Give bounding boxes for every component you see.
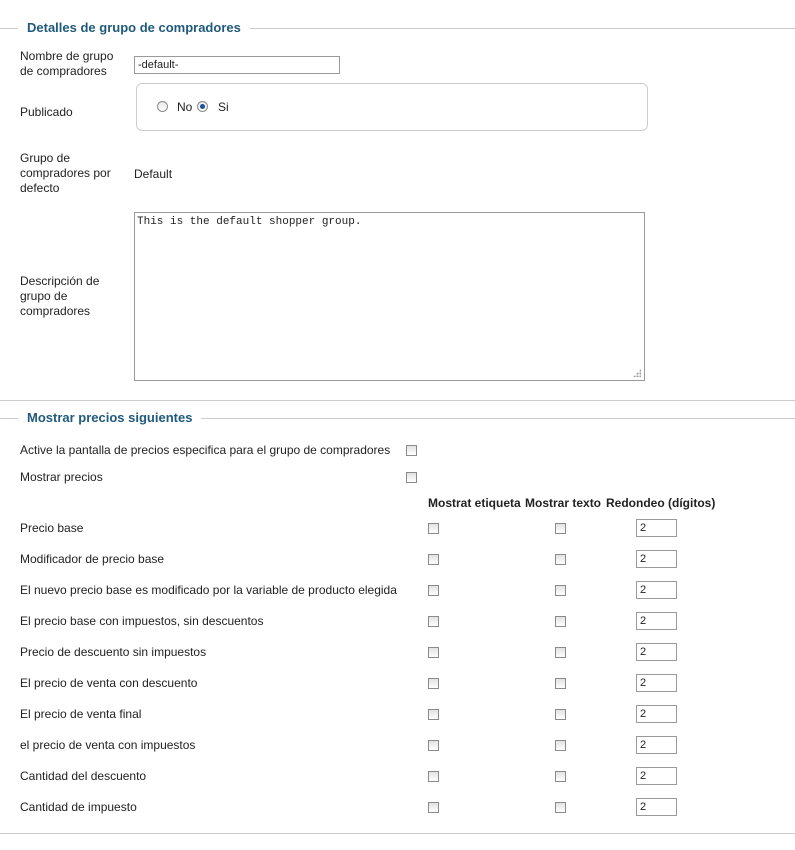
price-row-show-label-checkbox[interactable] <box>428 523 439 534</box>
column-header-label: Mostrat etiqueta <box>428 496 521 510</box>
price-row-show-text-checkbox[interactable] <box>555 740 566 751</box>
price-row-label: El precio de venta final <box>20 707 142 721</box>
price-row-show-text-checkbox[interactable] <box>555 616 566 627</box>
prices-fieldset-top <box>0 400 795 401</box>
activate-label: Active la pantalla de precios especifica para el grupo de compradores <box>20 443 391 457</box>
description-textarea[interactable] <box>134 212 645 381</box>
show-prices-label: Mostrar precios <box>20 470 103 484</box>
price-row-show-label-checkbox[interactable] <box>428 616 439 627</box>
price-row-show-label-checkbox[interactable] <box>428 678 439 689</box>
price-row-show-text-checkbox[interactable] <box>555 802 566 813</box>
published-yes-label[interactable]: Si <box>218 100 229 114</box>
price-row-label: Cantidad de impuesto <box>20 800 137 814</box>
price-row-rounding-input[interactable] <box>636 798 677 816</box>
price-row-show-text-checkbox[interactable] <box>555 523 566 534</box>
price-row-show-text-checkbox[interactable] <box>555 554 566 565</box>
price-row-rounding-input[interactable] <box>636 767 677 785</box>
price-row-label: Modificador de precio base <box>20 552 165 566</box>
price-row-rounding-input[interactable] <box>636 643 677 661</box>
name-label: Nombre de grupo de compradores <box>20 49 114 78</box>
price-row-rounding-input[interactable] <box>636 674 677 692</box>
published-radio-group <box>136 83 648 131</box>
column-header-rounding: Redondeo (dígitos) <box>606 496 716 510</box>
price-row-label: Cantidad del descuento <box>20 769 147 783</box>
prices-legend: Mostrar precios siguientes <box>18 410 201 426</box>
details-legend: Detalles de grupo de compradores <box>18 20 250 36</box>
price-row-rounding-input[interactable] <box>636 519 677 537</box>
price-row-rounding-input[interactable] <box>636 705 677 723</box>
price-row-show-text-checkbox[interactable] <box>555 678 566 689</box>
default-label: Grupo de compradores por defecto <box>20 151 111 195</box>
price-row-label: El precio base con impuestos, sin descuentos <box>20 614 264 628</box>
activate-checkbox[interactable] <box>406 445 417 456</box>
column-header-text: Mostrar texto <box>525 496 602 510</box>
description-label: Descripción de grupo de compradores <box>20 274 100 318</box>
price-row-show-text-checkbox[interactable] <box>555 709 566 720</box>
name-input[interactable] <box>134 56 340 74</box>
price-row-show-label-checkbox[interactable] <box>428 647 439 658</box>
published-no-radio[interactable] <box>157 101 168 112</box>
published-yes-radio[interactable] <box>197 101 208 112</box>
price-row-show-text-checkbox[interactable] <box>555 585 566 596</box>
price-row-show-label-checkbox[interactable] <box>428 585 439 596</box>
price-row-show-label-checkbox[interactable] <box>428 709 439 720</box>
default-value: Default <box>134 167 173 181</box>
show-prices-checkbox[interactable] <box>406 472 417 483</box>
published-no-label[interactable]: No <box>177 100 193 114</box>
published-label: Publicado <box>20 105 73 119</box>
price-row-show-label-checkbox[interactable] <box>428 554 439 565</box>
price-row-rounding-input[interactable] <box>636 581 677 599</box>
price-row-show-label-checkbox[interactable] <box>428 771 439 782</box>
price-row-label: el precio de venta con impuestos <box>20 738 196 752</box>
price-row-label: El precio de venta con descuento <box>20 676 198 690</box>
price-row-label: Precio de descuento sin impuestos <box>20 645 207 659</box>
price-row-label: Precio base <box>20 521 84 535</box>
prices-fieldset-bottom <box>0 833 795 834</box>
price-row-show-text-checkbox[interactable] <box>555 771 566 782</box>
price-row-show-label-checkbox[interactable] <box>428 802 439 813</box>
price-row-rounding-input[interactable] <box>636 612 677 630</box>
price-row-show-label-checkbox[interactable] <box>428 740 439 751</box>
price-row-rounding-input[interactable] <box>636 736 677 754</box>
price-row-rounding-input[interactable] <box>636 550 677 568</box>
price-row-show-text-checkbox[interactable] <box>555 647 566 658</box>
price-row-label: El nuevo precio base es modificado por la variable de producto elegida <box>20 583 397 597</box>
